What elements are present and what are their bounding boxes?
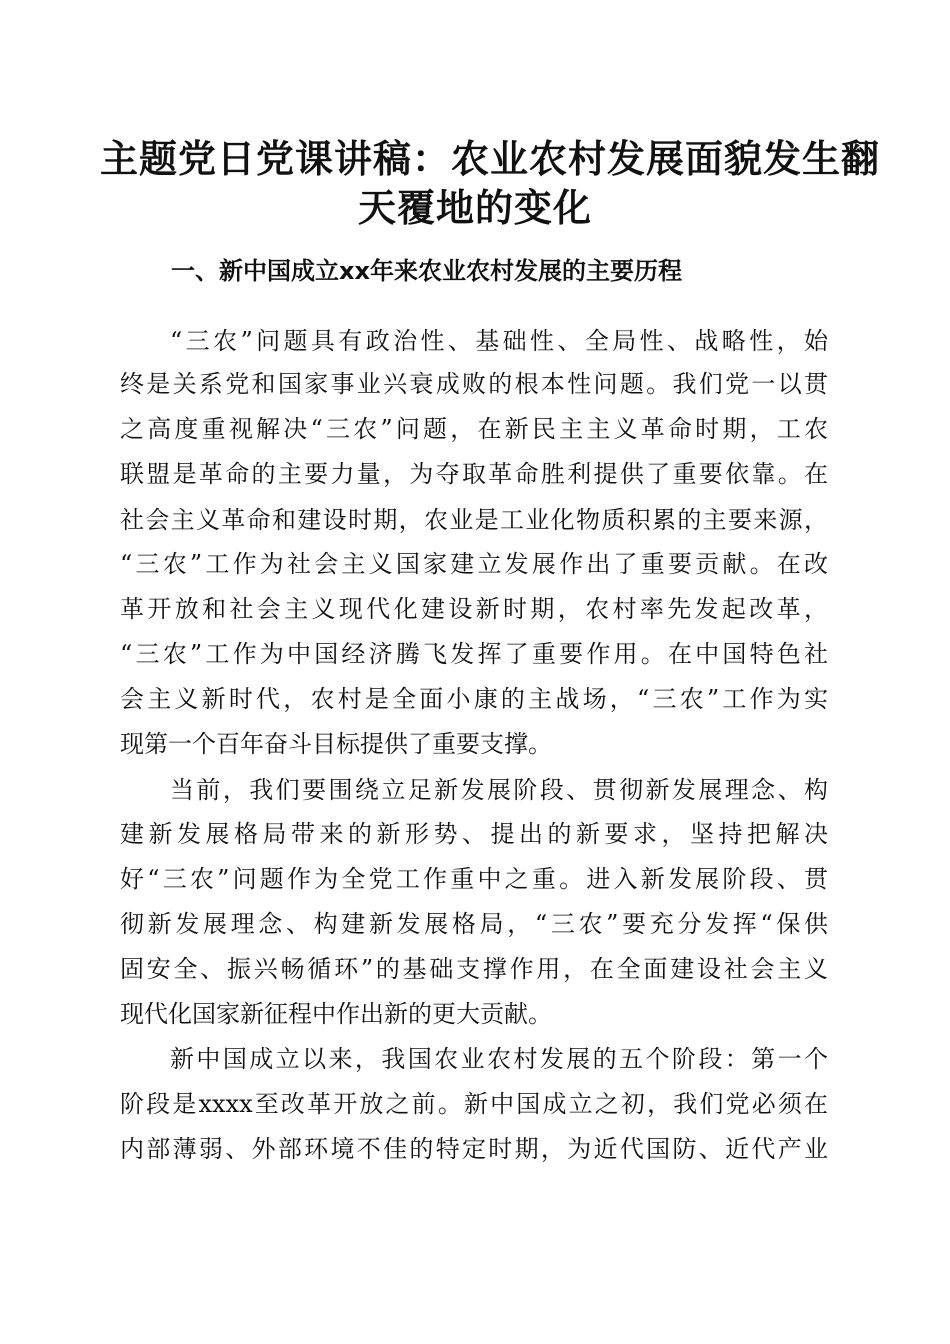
paragraph-1-line-7: 革开放和社会主义现代化建设新时期，农村率先发起改革， (120, 595, 828, 623)
paragraph-2-line-2: 建新发展格局带来的新形势、提出的新要求，坚持把解决 (120, 820, 828, 848)
paragraph-2-line-5: 固安全、振兴畅循环”的基础支撑作用，在全面建设社会主义 (120, 955, 828, 983)
paragraph-3-line-2: 阶段是xxxx至改革开放之前。新中国成立之初，我们党必须在 (120, 1090, 828, 1118)
document-title-line-2: 天覆地的变化 (357, 185, 592, 230)
paragraph-3-line-1: 新中国成立以来，我国农业农村发展的五个阶段：第一个 (170, 1045, 828, 1073)
paragraph-1-line-1: “三农”问题具有政治性、基础性、全局性、战略性，始 (170, 327, 828, 355)
paragraph-1-line-5: 社会主义革命和建设时期，农业是工业化物质积累的主要来源， (120, 506, 828, 534)
paragraph-2-line-1: 当前，我们要围绕立足新发展阶段、贯彻新发展理念、构 (170, 776, 828, 804)
paragraph-1-line-6: “三农”工作为社会主义国家建立发展作出了重要贡献。在改 (120, 550, 828, 578)
paragraph-2-line-3: 好“三农”问题作为全党工作重中之重。进入新发展阶段、贯 (120, 865, 828, 893)
paragraph-1-line-3: 之高度重视解决“三农”问题，在新民主主义革命时期，工农 (120, 415, 828, 443)
paragraph-2-line-4: 彻新发展理念、构建新发展格局，“三农”要充分发挥“保供 (120, 910, 828, 938)
paragraph-3-line-3: 内部薄弱、外部环境不佳的特定时期，为近代国防、近代产业 (120, 1135, 828, 1163)
paragraph-1-line-4: 联盟是革命的主要力量，为夺取革命胜利提供了重要依靠。在 (120, 460, 828, 488)
paragraph-2-line-6: 现代化国家新征程中作出新的更大贡献。 (120, 1000, 552, 1028)
section-heading: 一、新中国成立xx年来农业农村发展的主要历程 (171, 257, 682, 285)
paragraph-1-line-10: 现第一个百年奋斗目标提供了重要支撑。 (120, 730, 552, 758)
document-title-line-1: 主题党日党课讲稿：农业农村发展面貌发生翻 (100, 136, 881, 181)
paragraph-1-line-9: 会主义新时代，农村是全面小康的主战场，“三农”工作为实 (120, 685, 828, 713)
paragraph-1-line-8: “三农”工作为中国经济腾飞发挥了重要作用。在中国特色社 (120, 640, 828, 668)
paragraph-1-line-2: 终是关系党和国家事业兴衰成败的根本性问题。我们党一以贯 (120, 370, 828, 398)
